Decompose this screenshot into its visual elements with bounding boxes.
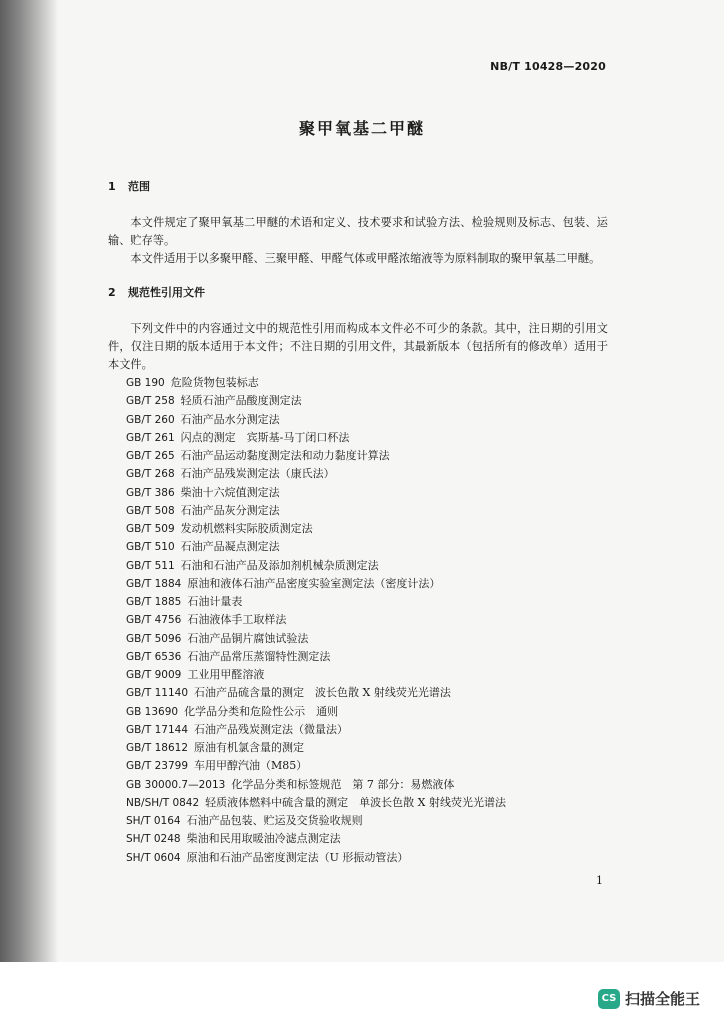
watermark-app-name: 扫描全能王 — [625, 990, 701, 1008]
reference-code: GB/T 510 — [126, 541, 175, 554]
reference-code: GB 13690 — [126, 705, 179, 718]
reference-item — [126, 447, 506, 465]
reference-item — [126, 776, 506, 794]
reference-item — [126, 630, 506, 648]
section-1-number: 1 — [108, 180, 116, 193]
reference-code: GB/T 4756 — [126, 614, 182, 627]
reference-title: 石油产品硫含量的测定 波长色散 X 射线荧光光谱法 — [194, 686, 451, 700]
reference-item — [126, 757, 506, 775]
section-2-number: 2 — [108, 286, 116, 299]
reference-code: GB/T 260 — [126, 413, 175, 426]
reference-item — [126, 374, 506, 392]
section-2-heading — [108, 284, 205, 300]
reference-item — [126, 575, 506, 593]
reference-item — [126, 703, 506, 721]
reference-code: GB/T 265 — [126, 450, 175, 462]
reference-title: 轻质石油产品酸度测定法 — [180, 394, 302, 408]
reference-title: 工业用甲醛溶液 — [187, 668, 265, 681]
reference-code: GB/T 6536 — [126, 650, 182, 663]
reference-title: 石油产品凝点测定法 — [180, 540, 280, 554]
document-title: 聚甲氧基二甲醚 — [298, 119, 425, 138]
reference-title: 石油产品包装、贮运及交货验收规则 — [186, 814, 363, 827]
reference-item — [126, 429, 506, 447]
section-1-paragraph-2: 本文件适用于以多聚甲醛、三聚甲醛、甲醛气体或甲醛浓缩液等为原料制取的聚甲氧基二甲醚。 — [130, 252, 601, 265]
reference-item — [126, 648, 506, 666]
section-1-heading — [108, 178, 150, 194]
reference-code: GB/T 508 — [126, 504, 175, 517]
reference-title: 石油产品灰分测定法 — [180, 503, 280, 517]
reference-title: 石油和石油产品及添加剂机械杂质测定法 — [180, 558, 379, 572]
reference-title: 石油产品运动黏度测定法和动力黏度计算法 — [180, 449, 390, 462]
reference-title: 原油和石油产品密度测定法（U 形振动管法） — [186, 850, 409, 864]
reference-title: 石油产品残炭测定法（康氏法） — [180, 467, 335, 481]
reference-title: 轻质液体燃料中硫含量的测定 单波长色散 X 射线荧光光谱法 — [205, 795, 506, 809]
reference-item — [126, 484, 506, 502]
reference-item — [126, 611, 506, 629]
reference-title: 石油产品铜片腐蚀试验法 — [187, 631, 309, 645]
reference-item — [126, 812, 506, 830]
reference-title: 石油计量表 — [187, 595, 243, 608]
section-1-title: 范围 — [128, 180, 150, 193]
reference-code: GB/T 511 — [126, 559, 175, 572]
reference-code: GB/T 258 — [126, 395, 175, 408]
reference-item — [126, 794, 506, 812]
reference-title: 原油有机氯含量的测定 — [194, 741, 305, 754]
reference-item — [126, 739, 506, 757]
reference-item — [126, 538, 506, 556]
section-2-title: 规范性引用文件 — [128, 286, 205, 299]
reference-title: 石油产品残炭测定法（微量法） — [194, 722, 349, 736]
reference-code: NB/SH/T 0842 — [126, 796, 200, 809]
reference-code: GB/T 18612 — [126, 742, 189, 754]
reference-code: GB 190 — [126, 377, 165, 389]
reference-item — [126, 411, 506, 429]
reference-title: 化学品分类和标签规范 第 7 部分：易燃液体 — [231, 777, 455, 791]
page-edge-shadow — [0, 0, 58, 965]
reference-code: GB/T 17144 — [126, 723, 189, 736]
page-number: 1 — [596, 874, 603, 887]
reference-item — [126, 684, 506, 702]
reference-item — [126, 557, 506, 575]
reference-code: GB/T 5096 — [126, 632, 182, 645]
standard-code: NB/T 10428—2020 — [490, 60, 606, 73]
reference-code: GB/T 11140 — [126, 687, 189, 700]
section-1-paragraph-1: 本文件规定了聚甲氧基二甲醚的术语和定义、技术要求和试验方法、检验规则及标志、包装、运输、贮存等。 — [108, 216, 608, 247]
reference-title: 车用甲醇汽油（M85） — [194, 759, 308, 773]
scanner-watermark — [598, 988, 700, 1009]
reference-item — [126, 593, 506, 611]
camscanner-logo-icon: CS — [598, 989, 620, 1009]
reference-title: 柴油十六烷值测定法 — [180, 485, 280, 499]
reference-code: GB/T 1884 — [126, 577, 182, 590]
reference-title: 石油产品水分测定法 — [180, 412, 280, 426]
section-2-intro: 下列文件中的内容通过文中的规范性引用而构成本文件必不可少的条款。其中，注日期的引用文件，仅注日期的版本适用于本文件；不注日期的引用文件，其最新版本（包括所有的修改单）适用于本文件。 — [108, 322, 608, 371]
reference-code: GB/T 1885 — [126, 596, 182, 608]
reference-item — [126, 849, 506, 867]
reference-list — [126, 374, 506, 867]
reference-title: 化学品分类和危险性公示 通则 — [184, 704, 339, 718]
reference-code: SH/T 0604 — [126, 851, 181, 864]
reference-title: 闪点的测定 宾斯基-马丁闭口杯法 — [180, 430, 350, 444]
reference-title: 危险货物包装标志 — [170, 376, 259, 389]
reference-item — [126, 502, 506, 520]
reference-code: GB/T 261 — [126, 431, 175, 444]
reference-code: GB/T 268 — [126, 468, 175, 481]
reference-code: GB/T 386 — [126, 486, 175, 499]
reference-item — [126, 465, 506, 483]
reference-item — [126, 392, 506, 410]
reference-item — [126, 721, 506, 739]
reference-title: 发动机燃料实际胶质测定法 — [180, 522, 313, 535]
reference-code: SH/T 0164 — [126, 815, 181, 827]
reference-item — [126, 830, 506, 848]
reference-title: 石油液体手工取样法 — [187, 613, 287, 627]
reference-code: GB/T 509 — [126, 523, 175, 535]
reference-title: 柴油和民用取暖油冷滤点测定法 — [186, 832, 341, 846]
reference-item — [126, 520, 506, 538]
reference-code: GB 30000.7—2013 — [126, 778, 226, 791]
reference-code: GB/T 9009 — [126, 669, 182, 681]
reference-code: SH/T 0248 — [126, 833, 181, 846]
reference-item — [126, 666, 506, 684]
reference-title: 原油和液体石油产品密度实验室测定法（密度计法） — [187, 576, 441, 590]
reference-title: 石油产品常压蒸馏特性测定法 — [187, 649, 331, 663]
reference-code: GB/T 23799 — [126, 760, 189, 773]
